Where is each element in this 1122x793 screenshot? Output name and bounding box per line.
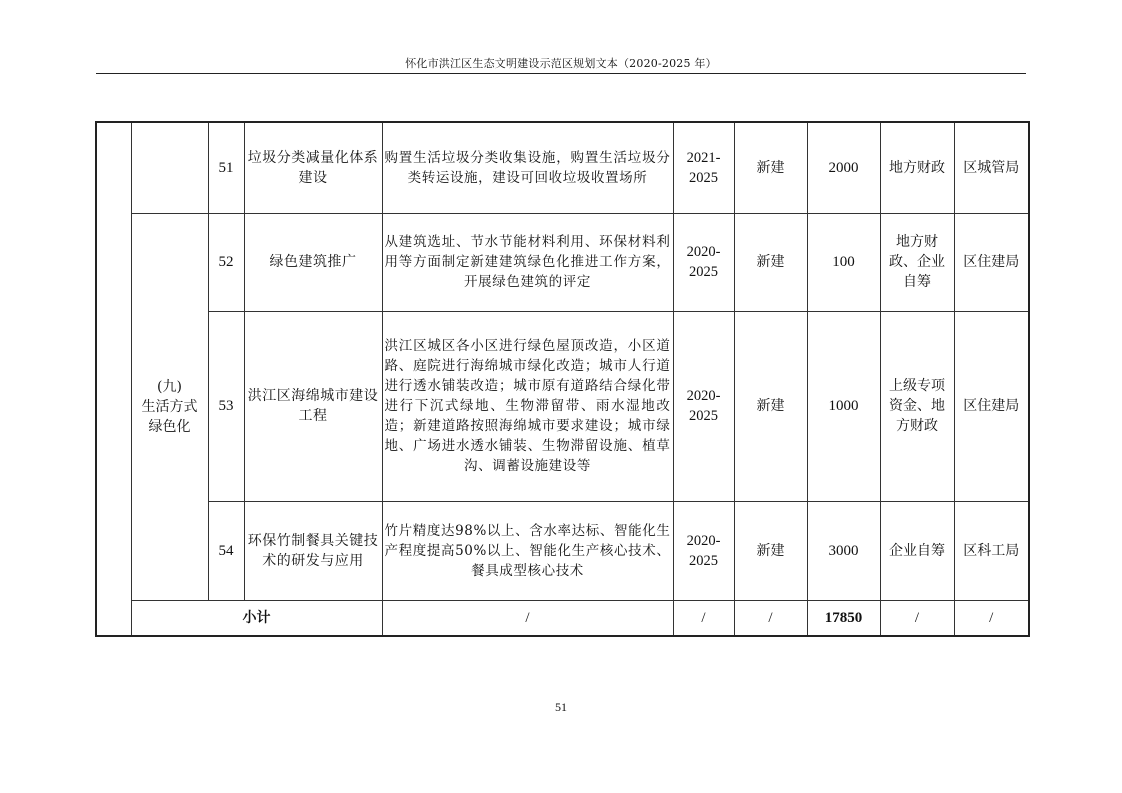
subtotal-funding: /	[880, 600, 954, 636]
project-dept: 区城管局	[954, 122, 1029, 213]
row-number: 54	[208, 501, 244, 600]
project-period: 2020-2025	[673, 311, 734, 501]
project-funding: 地方财政、企业自筹	[880, 213, 954, 311]
project-content: 洪江区城区各小区进行绿色屋顶改造，小区道路、庭院进行海绵城市绿化改造；城市人行道进行透水铺装改造；城市原有道路结合绿化带进行下沉式绿地、生物滞留带、雨水湿地改造；新建道路按照海绵城市要求建设；城市绿地、广场进水透水铺装、生物滞留设施、植草沟、调蓄设施建设等	[382, 311, 673, 501]
project-type: 新建	[734, 122, 807, 213]
project-dept: 区科工局	[954, 501, 1029, 600]
subtotal-type: /	[734, 600, 807, 636]
project-funding: 地方财政	[880, 122, 954, 213]
project-investment: 2000	[807, 122, 880, 213]
subtotal-content: /	[382, 600, 673, 636]
project-investment: 100	[807, 213, 880, 311]
subtotal-period: /	[673, 600, 734, 636]
subtotal-dept: /	[954, 600, 1029, 636]
project-content: 从建筑选址、节水节能材料利用、环保材料利用等方面制定新建建筑绿色化推进工作方案，开展绿色建筑的评定	[382, 213, 673, 311]
document-header-title: 怀化市洪江区生态文明建设示范区规划文本（2020-2025 年）	[405, 57, 717, 70]
project-period: 2020-2025	[673, 501, 734, 600]
table-row	[96, 501, 1029, 600]
project-name: 垃圾分类减量化体系建设	[244, 122, 382, 213]
project-name: 绿色建筑推广	[244, 213, 382, 311]
row-number: 52	[208, 213, 244, 311]
header-divider	[96, 73, 1026, 74]
project-investment: 1000	[807, 311, 880, 501]
project-content: 购置生活垃圾分类收集设施，购置生活垃圾分类转运设施，建设可回收垃圾收置场所	[382, 122, 673, 213]
project-funding: 企业自筹	[880, 501, 954, 600]
category-number: (九)	[157, 378, 182, 395]
category-cell	[131, 213, 208, 600]
subtotal-row	[96, 600, 1029, 636]
project-content: 竹片精度达98%以上、含水率达标、智能化生产程度提高50%以上、智能化生产核心技术、餐具成型核心技术	[382, 501, 673, 600]
table-row	[96, 311, 1029, 501]
project-type: 新建	[734, 501, 807, 600]
project-type: 新建	[734, 311, 807, 501]
outer-left-cell	[96, 122, 131, 636]
project-dept: 区住建局	[954, 213, 1029, 311]
project-funding: 上级专项资金、地方财政	[880, 311, 954, 501]
row-number: 53	[208, 311, 244, 501]
subtotal-investment: 17850	[807, 600, 880, 636]
project-name: 环保竹制餐具关键技术的研发与应用	[244, 501, 382, 600]
row-number: 51	[208, 122, 244, 213]
project-dept: 区住建局	[954, 311, 1029, 501]
subtotal-label: 小计	[131, 600, 382, 636]
project-investment: 3000	[807, 501, 880, 600]
page-number: 51	[555, 700, 567, 714]
category-cell-continued	[131, 122, 208, 213]
project-name: 洪江区海绵城市建设工程	[244, 311, 382, 501]
project-period: 2021-2025	[673, 122, 734, 213]
project-type: 新建	[734, 213, 807, 311]
project-period: 2020-2025	[673, 213, 734, 311]
category-label-line: 生活方式	[141, 398, 198, 415]
category-label-line: 绿色化	[148, 418, 191, 435]
table-row	[96, 122, 1029, 213]
table-row	[96, 213, 1029, 311]
project-table	[95, 121, 1030, 637]
